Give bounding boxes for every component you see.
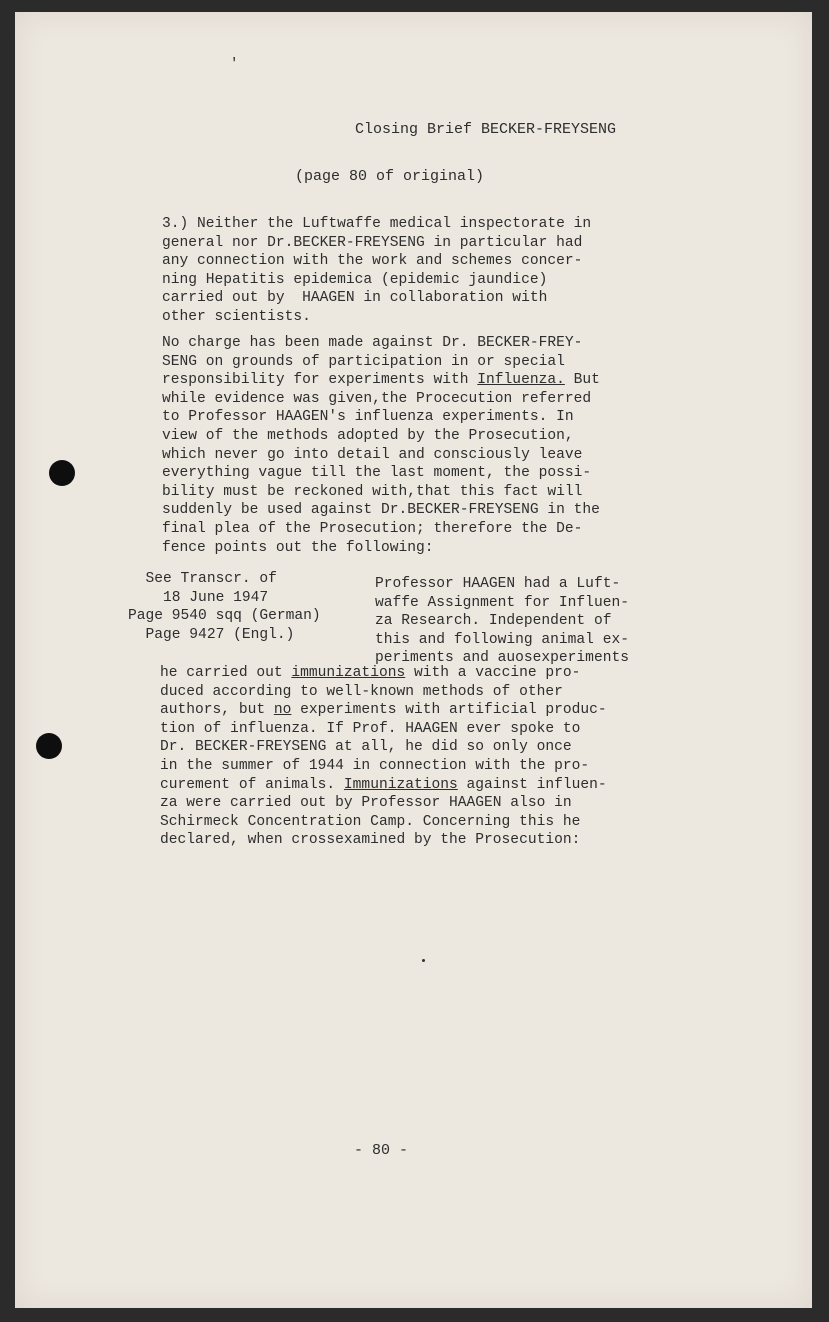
note-line: Page 9427 (Engl.) [128, 626, 295, 643]
punch-hole [36, 733, 62, 759]
page-reference: (page 80 of original) [295, 168, 485, 185]
text-line [160, 664, 607, 683]
text-line: which never go into detail and consciously leave [162, 446, 583, 463]
text-line: ning Hepatitis epidemica (epidemic jaundice) [162, 271, 548, 288]
text-segment: responsibility for experiments with [162, 372, 478, 389]
text-line: bility must be reckoned with,that this fact will [162, 483, 583, 500]
text-line: duced according to well-known methods of other [160, 683, 563, 700]
text-line: to Professor HAAGEN's influenza experiments. In [162, 409, 574, 426]
ink-dot [422, 959, 425, 962]
text-line: any connection with the work and schemes concer- [162, 253, 583, 270]
underlined-word-no: no [273, 702, 292, 719]
text-segment: he carried out [160, 665, 292, 681]
page-number: - 80 - [354, 1142, 409, 1159]
text-line: general nor Dr.BECKER-FREYSENG in particular had [162, 234, 583, 251]
text-line: in the summer of 1944 in connection with the pro- [160, 757, 590, 774]
punch-hole [49, 460, 75, 486]
text-line: carried out by HAAGEN in collaboration with [162, 290, 548, 307]
text-line [160, 776, 607, 795]
text-line: No charge has been made against Dr. BECKER-FREY- [162, 335, 583, 351]
document-title: Closing Brief BECKER-FREYSENG [355, 121, 617, 138]
note-line: See Transcr. of [128, 571, 277, 587]
text-segment: experiments with artificial produc- [291, 702, 607, 719]
text-segment: curement of animals. [160, 776, 344, 793]
text-line: while evidence was given,the Procecution referred [162, 390, 592, 407]
text-line: waffe Assignment for Influen- [375, 594, 629, 611]
paragraph-3 [160, 664, 607, 850]
text-line [160, 701, 607, 720]
text-segment: against influen- [457, 776, 607, 793]
text-line: fence points out the following: [162, 539, 434, 556]
text-line: Professor HAAGEN had a Luft- [375, 576, 621, 592]
text-line: declared, when crossexamined by the Prosecution: [160, 832, 581, 849]
text-segment: authors, but [160, 702, 274, 719]
paragraph-2 [162, 334, 600, 557]
text-line: final plea of the Prosecution; therefore the De- [162, 520, 583, 537]
stray-mark: ' [230, 56, 239, 72]
transcript-reference-note [128, 570, 321, 644]
underlined-word-influenza: Influenza. [477, 372, 565, 389]
text-segment: But [564, 372, 600, 389]
text-line: this and following animal ex- [375, 631, 629, 648]
text-line [162, 371, 600, 390]
note-line: 18 June 1947 [128, 589, 269, 606]
text-line: other scientists. [162, 308, 311, 325]
text-line: view of the methods adopted by the Prosecution, [162, 427, 574, 444]
text-line: za were carried out by Professor HAAGEN also in [160, 795, 572, 812]
underlined-word-immunizations-2: Immunizations [343, 776, 458, 793]
text-line: za Research. Independent of [375, 613, 612, 630]
text-line: Schirmeck Concentration Camp. Concerning this he [160, 813, 581, 830]
text-line: suddenly be used against Dr.BECKER-FREYSENG in the [162, 502, 600, 519]
document-page [15, 12, 812, 1308]
text-segment: with a vaccine pro- [405, 665, 581, 681]
text-line: Dr. BECKER-FREYSENG at all, he did so only once [160, 739, 572, 756]
text-line: periments and auosexperiments [375, 650, 629, 667]
note-line: Page 9540 sqq (German) [128, 608, 321, 625]
text-line: 3.) Neither the Luftwaffe medical inspectorate in [162, 216, 592, 232]
text-line: tion of influenza. If Prof. HAAGEN ever spoke to [160, 720, 581, 737]
text-line: everything vague till the last moment, the possi- [162, 465, 592, 482]
paragraph-1 [162, 215, 591, 327]
indented-paragraph [375, 575, 629, 668]
underlined-word-immunizations: immunizations [291, 665, 406, 681]
text-line: SENG on grounds of participation in or special [162, 353, 565, 370]
